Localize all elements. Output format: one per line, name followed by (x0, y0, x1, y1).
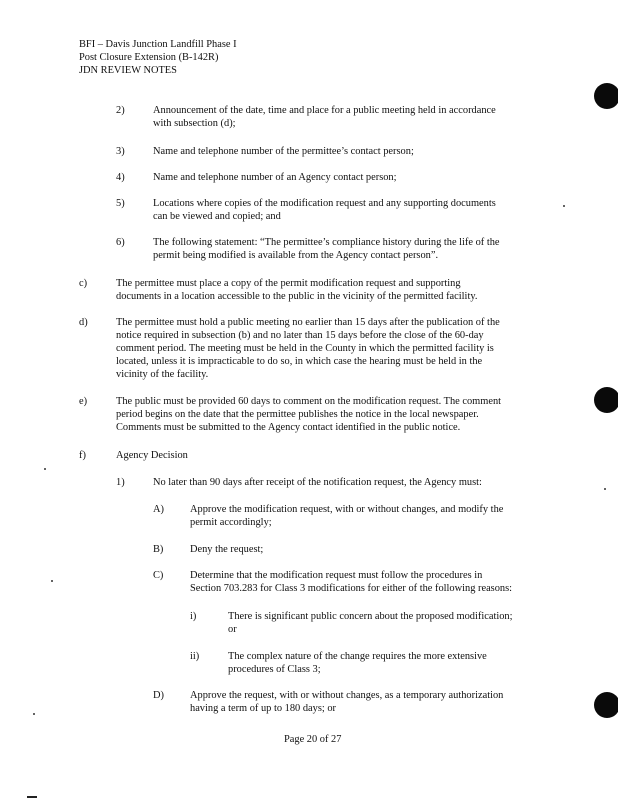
reason-text: procedures of Class 3; (228, 664, 321, 675)
reason-text: There is significant public concern about the proposed modification; (228, 611, 513, 622)
section-marker: d) (79, 317, 88, 328)
punch-hole (594, 387, 618, 413)
section-text: comment period. The meeting must be held in the County in which the permitted facility is (116, 343, 494, 354)
section-text: notice required in subsection (b) and no later than 15 days before the close of the 60-day (116, 330, 484, 341)
option-text: Section 703.283 for Class 3 modifications for either of the following reasons: (190, 583, 513, 594)
scan-speck (604, 488, 606, 490)
item-marker: 4) (116, 172, 125, 183)
option-text: having a term of up to 180 days; or (190, 703, 337, 714)
scan-speck (44, 468, 46, 470)
option-text: Approve the modification request, with or without changes, and modify the (190, 504, 504, 515)
section-text: The public must be provided 60 days to comment on the modification request. The comment (116, 396, 502, 407)
header-line-2: Post Closure Extension (B-142R) (79, 52, 219, 63)
reason-text: The complex nature of the change requires the more extensive (228, 651, 487, 662)
item-text: can be viewed and copied; and (153, 211, 281, 222)
header-line-3: JDN REVIEW NOTES (79, 65, 177, 76)
punch-hole (594, 83, 618, 109)
section-text: located, unless it is impracticable to do so, in which case the hearing must be held in the (116, 356, 483, 367)
item-text: permit being modified is available from the Agency contact person”. (153, 250, 439, 261)
item-text: with subsection (d); (153, 118, 236, 129)
item-marker: 5) (116, 198, 125, 209)
scan-mark (27, 796, 37, 798)
decision-marker: 1) (116, 477, 125, 488)
section-text: Comments must be submitted to the Agency contact identified in the public notice. (116, 422, 461, 433)
item-text: Announcement of the date, time and place for a public meeting held in accordance (153, 105, 496, 116)
reason-text: or (228, 624, 237, 635)
section-text: documents in a location accessible to the public in the vicinity of the permitted facility. (116, 291, 478, 302)
option-text: Determine that the modification request must follow the procedures in (190, 570, 483, 581)
scan-speck (51, 580, 53, 582)
option-text: Deny the request; (190, 544, 264, 555)
option-marker: C) (153, 570, 164, 581)
section-text: The permittee must place a copy of the permit modification request and supporting (116, 278, 461, 289)
decision-text: No later than 90 days after receipt of the notification request, the Agency must: (153, 477, 482, 488)
reason-marker: ii) (190, 651, 200, 662)
item-text: Locations where copies of the modification request and any supporting documents (153, 198, 496, 209)
item-marker: 2) (116, 105, 125, 116)
option-marker: B) (153, 544, 164, 555)
option-marker: D) (153, 690, 164, 701)
section-marker: e) (79, 396, 88, 407)
section-text: The permittee must hold a public meeting no earlier than 15 days after the publication of the (116, 317, 500, 328)
section-heading: Agency Decision (116, 450, 188, 461)
scan-speck (33, 713, 35, 715)
section-marker: f) (79, 450, 86, 461)
scan-speck (563, 205, 565, 207)
item-text: Name and telephone number of the permittee’s contact person; (153, 146, 414, 157)
item-marker: 6) (116, 237, 125, 248)
option-text: Approve the request, with or without changes, as a temporary authorization (190, 690, 504, 701)
section-text: period begins on the date that the permittee publishes the notice in the local newspaper. (116, 409, 479, 420)
header-line-1: BFI – Davis Junction Landfill Phase I (79, 39, 237, 50)
reason-marker: i) (190, 611, 197, 622)
section-text: vicinity of the facility. (116, 369, 209, 380)
item-marker: 3) (116, 146, 125, 157)
page-number: Page 20 of 27 (284, 734, 342, 745)
punch-hole (594, 692, 618, 718)
option-text: permit accordingly; (190, 517, 272, 528)
item-text: Name and telephone number of an Agency contact person; (153, 172, 397, 183)
option-marker: A) (153, 504, 164, 515)
section-marker: c) (79, 278, 88, 289)
item-text: The following statement: “The permittee’s compliance history during the life of the (153, 237, 500, 248)
